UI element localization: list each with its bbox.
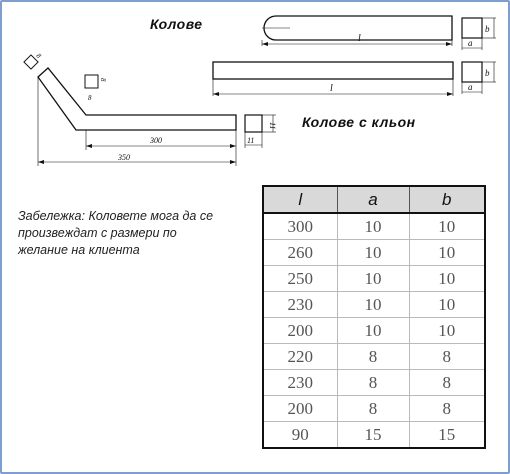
cell-l: 200 xyxy=(263,318,337,344)
stake-bent-outline xyxy=(38,68,236,130)
cell-a: 8 xyxy=(337,344,409,370)
table-row xyxy=(263,318,485,344)
cell-a: 8 xyxy=(337,370,409,396)
cell-l: 90 xyxy=(263,422,337,449)
cell-a: 15 xyxy=(337,422,409,449)
note-line-1: Забележка: Коловете могa да се xyxy=(18,209,214,223)
cell-l: 220 xyxy=(263,344,337,370)
cell-b: 10 xyxy=(409,213,485,240)
header-a: a xyxy=(337,186,409,213)
dim-text-b-2: b xyxy=(485,68,490,78)
cross-section-bent xyxy=(245,115,262,132)
cell-a: 10 xyxy=(337,292,409,318)
cell-b: 10 xyxy=(409,318,485,344)
dim-text-a-1: a xyxy=(468,38,473,48)
table-row xyxy=(263,266,485,292)
title-bent-stakes: Колове с кльон xyxy=(302,114,416,130)
cell-l: 230 xyxy=(263,370,337,396)
cell-a: 10 xyxy=(337,213,409,240)
stake-straight-outline xyxy=(213,62,453,79)
cell-l: 260 xyxy=(263,240,337,266)
dim-text-8: 8 xyxy=(88,94,92,102)
cross-section-1 xyxy=(462,18,482,38)
table-row xyxy=(263,396,485,422)
dim-text-300: 300 xyxy=(150,136,162,145)
note-line-2: произвеждат с размери по xyxy=(18,226,177,240)
header-b: b xyxy=(409,186,485,213)
cell-b: 10 xyxy=(409,266,485,292)
dim-text-b-1: b xyxy=(485,24,490,34)
cell-l: 250 xyxy=(263,266,337,292)
dim-text-350: 350 xyxy=(118,153,130,162)
title-straight-stakes: Колове xyxy=(150,16,203,32)
dim-text-l-2: l xyxy=(330,83,333,94)
dim-text-section-a: 11 xyxy=(247,136,255,145)
cell-l: 300 xyxy=(263,213,337,240)
note-line-3: желание на клиента xyxy=(18,243,140,257)
table-row xyxy=(263,292,485,318)
cell-b: 15 xyxy=(409,422,485,449)
bent-section xyxy=(85,75,98,88)
table-header-row xyxy=(263,186,485,213)
table-row xyxy=(263,422,485,449)
cell-b: 8 xyxy=(409,396,485,422)
cross-section-2 xyxy=(462,62,482,82)
note-text xyxy=(18,208,258,259)
cell-l: 230 xyxy=(263,292,337,318)
cell-b: 10 xyxy=(409,240,485,266)
dim-text-a-2: a xyxy=(468,82,473,92)
cell-a: 10 xyxy=(337,240,409,266)
cell-a: 8 xyxy=(337,396,409,422)
cell-a: 10 xyxy=(337,318,409,344)
sizes-table xyxy=(262,185,486,449)
table-row xyxy=(263,240,485,266)
cell-l: 200 xyxy=(263,396,337,422)
cell-b: 8 xyxy=(409,344,485,370)
dim-text-8-side: 8 xyxy=(99,78,107,82)
cell-b: 8 xyxy=(409,370,485,396)
table-row xyxy=(263,213,485,240)
dim-text-l-1: l xyxy=(358,33,361,44)
dim-text-section-b: 11 xyxy=(268,122,277,130)
cell-b: 10 xyxy=(409,292,485,318)
header-l: l xyxy=(263,186,337,213)
cell-a: 10 xyxy=(337,266,409,292)
dim-text-tip: 8 xyxy=(34,51,43,60)
table-row xyxy=(263,370,485,396)
table-row xyxy=(263,344,485,370)
